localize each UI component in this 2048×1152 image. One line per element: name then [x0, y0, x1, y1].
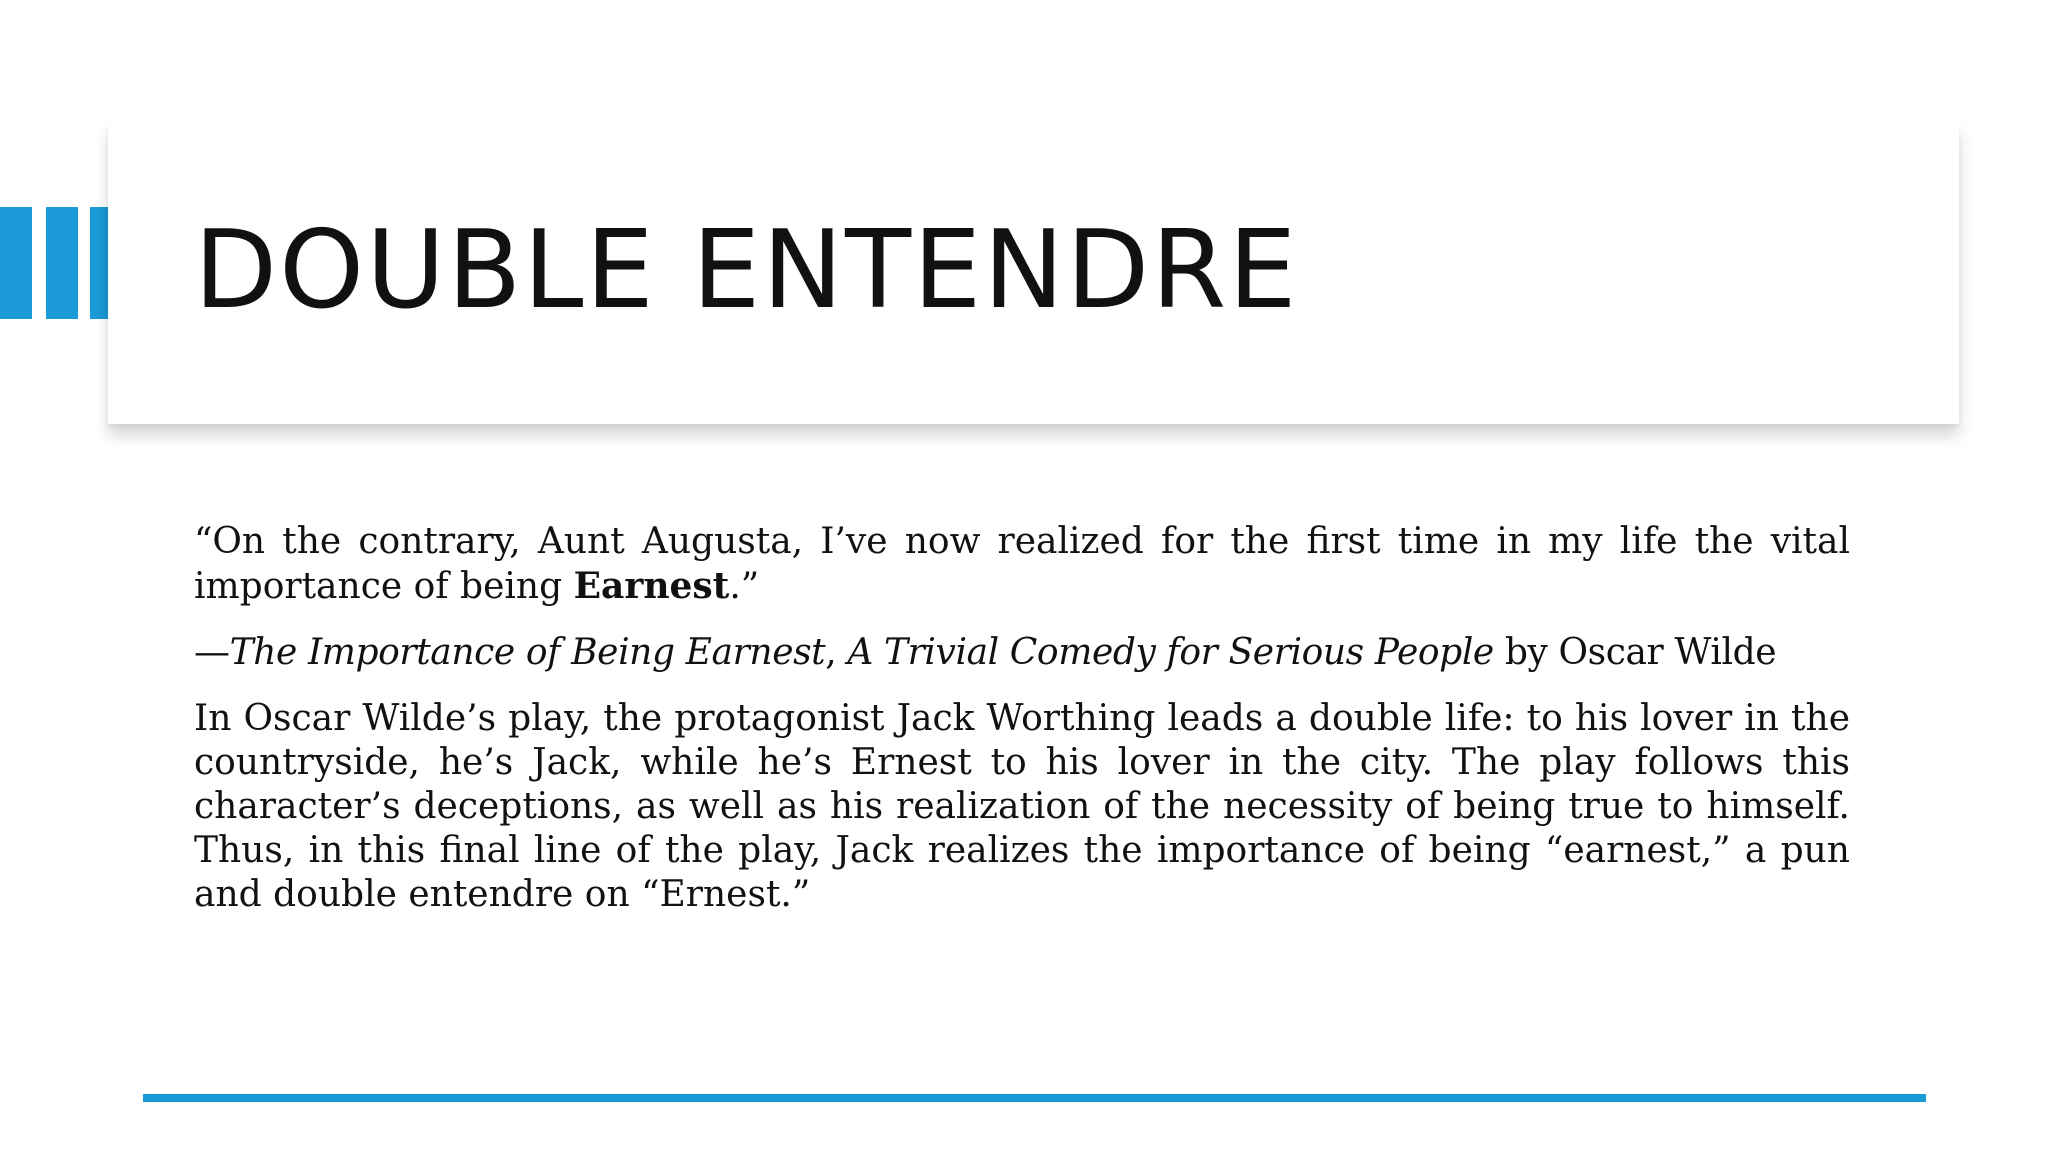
quote-closing: .”	[729, 566, 760, 607]
accent-bar	[90, 207, 108, 319]
attribution-author: by Oscar Wilde	[1493, 632, 1777, 673]
work-title: The Importance of Being Earnest	[229, 632, 826, 673]
attribution	[194, 631, 1850, 675]
accent-bar	[46, 207, 78, 319]
attribution-separator: ,	[825, 632, 848, 673]
accent-bars	[0, 207, 108, 319]
quote-text: “On the contrary, Aunt Augusta, I’ve now realized for the first time in my life the vital importance of being	[194, 521, 1850, 607]
attribution-dash: —	[194, 632, 230, 673]
bottom-rule	[143, 1094, 1926, 1102]
quote-emphasis: Earnest	[573, 565, 730, 607]
slide-content	[194, 520, 1850, 939]
body-paragraph: In Oscar Wilde’s play, the protagonist Jack Worthing leads a double life: to his lover in the countryside, he’s Jack, while he’s Ernest to his lover in the city. The play follows this character’s deceptions, as well as his realization of the necessity of being true to himself. Thus, in this final line of the play, Jack realizes the importance of being “earnest,” a pun and double entendre on “Ernest.”	[194, 698, 1850, 915]
slide-title: DOUBLE ENTENDRE	[194, 208, 1299, 333]
accent-bar	[0, 207, 32, 319]
work-subtitle: A Trivial Comedy for Serious People	[847, 632, 1494, 673]
quote-paragraph	[194, 520, 1850, 609]
title-box	[108, 122, 1959, 424]
